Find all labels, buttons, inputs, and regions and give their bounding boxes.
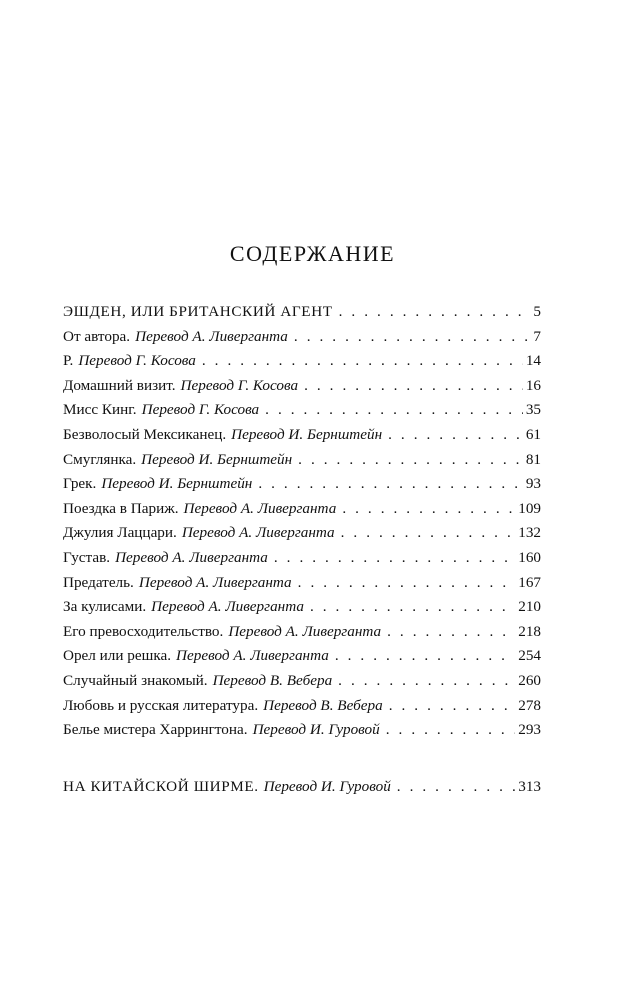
page-number: 93 (525, 475, 541, 493)
toc-entry (63, 672, 541, 697)
page-number: 278 (518, 696, 541, 714)
toc-entry (63, 549, 541, 574)
entry-translator: Перевод А. Ливерганта (183, 499, 337, 517)
toc-entry (63, 401, 541, 426)
dot-leader (342, 500, 515, 518)
dot-leader (304, 377, 523, 395)
entry-title: Орел или решка. (63, 647, 172, 665)
dot-leader (258, 475, 522, 493)
page-number: 16 (525, 376, 541, 394)
toc-entry (63, 623, 541, 648)
table-of-contents (63, 303, 541, 802)
entry-title: Поездка в Париж. (63, 499, 179, 517)
page-number: 5 (533, 303, 541, 320)
entry-title: Его превосходительство. (63, 622, 224, 640)
part-title: НА КИТАЙСКОЙ ШИРМЕ. (63, 777, 259, 795)
dot-leader (265, 401, 523, 419)
dot-leader (389, 697, 516, 715)
page-number: 109 (518, 499, 541, 517)
entry-title: Безволосый Мексиканец. (63, 425, 227, 443)
dot-leader (388, 426, 523, 444)
page-number: 218 (518, 622, 541, 640)
entry-translator: Перевод И. Бернштейн (231, 425, 383, 443)
dot-leader (338, 672, 515, 690)
entry-translator: Перевод А. Ливерганта (138, 573, 292, 591)
page-title: СОДЕРЖАНИЕ (229, 241, 396, 266)
entry-title: Джулия Лаццари. (63, 524, 177, 542)
dot-leader (294, 328, 531, 346)
page-number: 81 (525, 450, 541, 468)
entry-title: Белье мистера Харрингтона. (63, 721, 248, 739)
dot-leader (341, 524, 516, 542)
entry-title: За кулисами. (63, 598, 147, 616)
entry-title: Любовь и русская литература. (63, 696, 259, 714)
toc-entry (63, 451, 541, 476)
toc-entry (63, 598, 541, 623)
entry-translator: Перевод В. Вебера (263, 696, 383, 714)
page-number: 61 (525, 425, 541, 443)
page-number: 293 (518, 721, 541, 739)
entry-title: Густав. (63, 548, 111, 566)
dot-leader (274, 549, 515, 567)
entry-translator: Перевод И. Гуровой (263, 777, 391, 795)
entry-title: Домашний визит. (63, 376, 176, 394)
entry-title: Мисс Кинг. (63, 401, 137, 419)
entry-translator: Перевод В. Вебера (212, 671, 333, 689)
page-number: 160 (518, 548, 541, 566)
toc-entry (63, 426, 541, 451)
toc-entry (63, 377, 541, 402)
dot-leader (397, 778, 515, 796)
toc-entry (63, 475, 541, 500)
page-number: 313 (518, 777, 541, 795)
section-spacer (63, 746, 541, 778)
page-number: 254 (518, 647, 541, 665)
toc-entry (63, 721, 541, 746)
toc-entry (63, 647, 541, 672)
dot-leader (339, 303, 531, 321)
dot-leader (298, 574, 516, 592)
page-number: 260 (518, 671, 541, 689)
page-number: 14 (525, 352, 541, 370)
page-number: 7 (533, 327, 541, 345)
dot-leader (387, 623, 515, 641)
toc-entry (63, 328, 541, 353)
dot-leader (202, 352, 523, 370)
toc-part-2-heading (63, 778, 541, 803)
entry-translator: Перевод А. Ливерганта (151, 598, 304, 616)
entry-title: Смуглянка. (63, 450, 137, 468)
page-number: 132 (518, 524, 541, 542)
toc-entry (63, 524, 541, 549)
dot-leader (310, 598, 515, 616)
page-number: 167 (518, 573, 541, 591)
toc-entry (63, 697, 541, 722)
entry-title: Случайный знакомый. (63, 671, 208, 689)
entry-translator: Перевод Г. Косова (180, 376, 299, 394)
entry-translator: Перевод Г. Косова (78, 352, 196, 370)
entry-translator: Перевод А. Ливерганта (228, 622, 382, 640)
entry-translator: Перевод Г. Косова (141, 401, 260, 419)
toc-entry (63, 574, 541, 599)
entry-translator: Перевод А. Ливерганта (181, 524, 335, 542)
dot-leader (335, 647, 515, 665)
entry-translator: Перевод И. Бернштейн (141, 450, 293, 468)
entry-title: Грек. (63, 475, 97, 493)
part-title: ЭШДЕН, ИЛИ БРИТАНСКИЙ АГЕНТ (63, 303, 333, 320)
entry-translator: Перевод И. Гуровой (252, 721, 380, 739)
entry-title: От автора. (63, 327, 131, 345)
page-number: 35 (525, 401, 541, 419)
entry-translator: Перевод И. Бернштейн (101, 475, 253, 493)
entry-translator: Перевод А. Ливерганта (115, 548, 268, 566)
entry-title: Р. (63, 352, 74, 370)
entry-title: Предатель. (63, 573, 134, 591)
toc-entry (63, 500, 541, 525)
entry-translator: Перевод А. Ливерганта (135, 327, 288, 345)
toc-entry (63, 352, 541, 377)
dot-leader (386, 721, 515, 739)
entry-translator: Перевод А. Ливерганта (176, 647, 329, 665)
page-number: 210 (518, 598, 541, 616)
toc-part-1-heading (63, 303, 541, 328)
dot-leader (298, 451, 523, 469)
